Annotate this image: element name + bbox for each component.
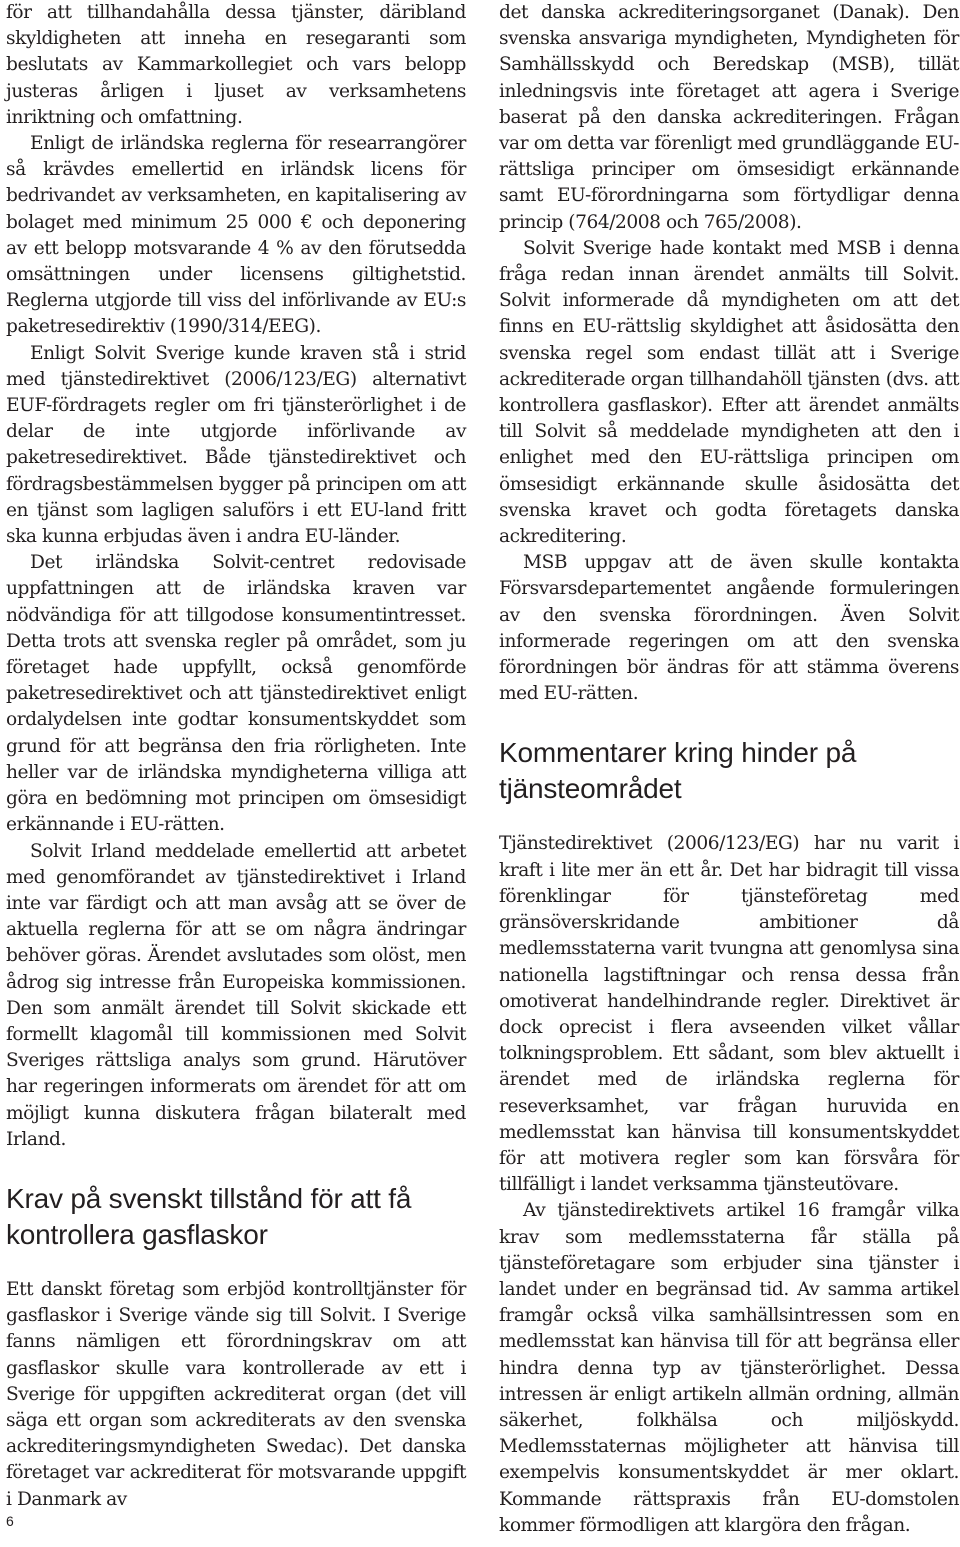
paragraph: Enligt de irländska reglerna för researrangörer så krävdes emellertid en irländsk licens för bedrivandet av verksamheten, en kapitalisering av bolaget med minimum 25 000 € och deponering av ett belopp motsvarande 4 % av den förutsedda omsättningen under licensens giltighetstid. Reglerna utgjorde till viss del införlivande av EU:s paketresedirektiv (1990/314/EEG). (6, 133, 466, 338)
paragraph: Av tjänstedirektivets artikel 16 framgår vilka krav som medlemsstaterna får ställa på tjänsteföretagare som erbjuder sina tjänster i landet under en begränsad tid. Av samma artikel framgår också vilka samhällsintressen som en medlemsstat kan hänvisa till för att begränsa eller hindra denna typ av tjänsterörlighet. Dessa intressen är enligt artikeln allmän ordning, allmän säkerhet, folkhälsa och miljöskydd. Medlemsstaternas möjligheter att hänvisa till exempelvis konsumentskyddet är mer oklart. Kommande rättspraxis från EU-domstolen kommer förmodligen att klargöra den frågan. (499, 1200, 959, 1536)
section-heading: Kommentarer kring hinder på tjänsteområdet (499, 737, 857, 805)
paragraph: MSB uppgav att de även skulle kontakta Försvarsdepartementet angående formuleringen av den svenska förordningen. Även Solvit informerade regeringen om att den svenska förordningen bör ändras för att stämma överens med EU-rätten. (499, 552, 959, 705)
paragraph: Solvit Sverige hade kontakt med MSB i denna fråga redan innan ärendet anmälts till Solvit. Solvit informerade då myndigheten om att det finns en EU-rättslig skyldighet att åsidosätta den svenska regel som endast tillät att i Sverige ackrediterade organ tillhandahöll tjänsten (dvs. att kontrollera gasflaskor). Efter att ärendet anmälts till Solvit så meddelade myndigheten att den i enlighet med den EU-rättsliga principen om ömsesidigt erkännande skulle åsidosätta det svenska kravet och godta företagets danska ackreditering. (499, 237, 959, 548)
paragraph: Enligt Solvit Sverige kunde kraven stå i strid med tjänstedirektivet (2006/123/EG) alternativt EUF-fördragets regler om fri tjänsterörlighet i de delar de inte utgjorde införlivande av paketresedirektivet. Både tjänstedirektivet och fördragsbestämmelsen bygger på principen om att en tjänst som lagligen saluförs i ett EU-land fritt ska kunna erbjudas även i andra EU-länder. (6, 342, 466, 548)
left-column (6, 0, 466, 1513)
section-heading: Krav på svenskt tillstånd för att få kontrollera gasflaskor (6, 1182, 412, 1250)
paragraph: det danska ackrediteringsorganet (Danak). Den svenska ansvariga myndigheten, Myndigheten för Samhällsskydd och Beredskap (MSB), tillät inledningsvis inte företaget att agera i Sverige baserat på den danska ackrediteringen. Frågan var om detta var förenligt med grundläggande EU-rättsliga principer om ömsesidigt erkännande samt EU-förordningarna som förtydligar denna princip (764/2008 och 765/2008). (499, 2, 959, 233)
paragraph: Det irländska Solvit-centret redovisade uppfattningen att de irländska kraven var nödvändiga för att tillgodose konsumentintresset. Detta trots att svenska regler på området, som ju företaget hade uppfyllt, också genomförde paketresedirektivet och att tjänstedirektivet enligt ordalydelsen inte godtar konsumentskyddet som grund för att begränsa den fria rörligheten. Inte heller var de irländska myndigheterna villiga att göra en bedömning mot principen om ömsesidigt erkännande i EU-rätten. (6, 552, 466, 836)
paragraph: Ett danskt företag som erbjöd kontrolltjänster för gasflaskor i Sverige vände sig till Solvit. I Sverige fanns nämligen ett förordningskrav om att gasflaskor skulle vara kontrollerade av ett i Sverige för uppgiften ackrediterat organ (det vill säga ett organ som ackrediterats av den svenska ackrediteringsmyndigheten Swedac). Det danska företaget var ackrediterat för motsvarande uppgift i Danmark av (6, 1278, 466, 1510)
paragraph: för att tillhandahålla dessa tjänster, däribland skyldigheten att inneha en resegaranti som beslutats av Kammarkollegiet och vars belopp justeras årligen i ljuset av verksamhetens inriktning och omfattning. (6, 2, 466, 128)
paragraph: Tjänstedirektivet (2006/123/EG) har nu varit i kraft i lite mer än ett år. Det har bidragit till vissa förenklingar för tjänsteföretag med gränsöverskridande ambitioner då medlemsstaterna varit tvungna att genomlysa sina nationella lagstiftningar och rensa dessa från omotiverat handelhindrande regler. Direktivet är dock oprecist i flera avseenden vilket vållar tolkningsproblem. Ett sådant, som blev aktuellt i ärendet med de irländska reglerna för reseverksamhet, var frågan huruvida en medlemsstat kan hänvisa till konsumentskyddet för att motivera regler som kan försvåra för tillfälligt i landet verksamma tjänsteutövare. (499, 833, 959, 1196)
paragraph: Solvit Irland meddelade emellertid att arbetet med genomförandet av tjänstedirektivet i Irland inte var färdigt och att man avsåg att se över de aktuella reglerna för att se om några ändringar behöver göras. Ärendet avslutades som olöst, men ådrog sig intresse från Europeiska kommissionen. Den som anmält ärendet till Solvit skickade ett formellt klagomål till kommissionen med Solvit Sveriges rättsliga analys som grund. Härutöver har regeringen informerats om ärendet för att om möjligt kunna diskutera frågan bilateralt med Irland. (6, 840, 466, 1150)
right-column (499, 0, 959, 1539)
page-number: 6 (6, 1513, 14, 1529)
